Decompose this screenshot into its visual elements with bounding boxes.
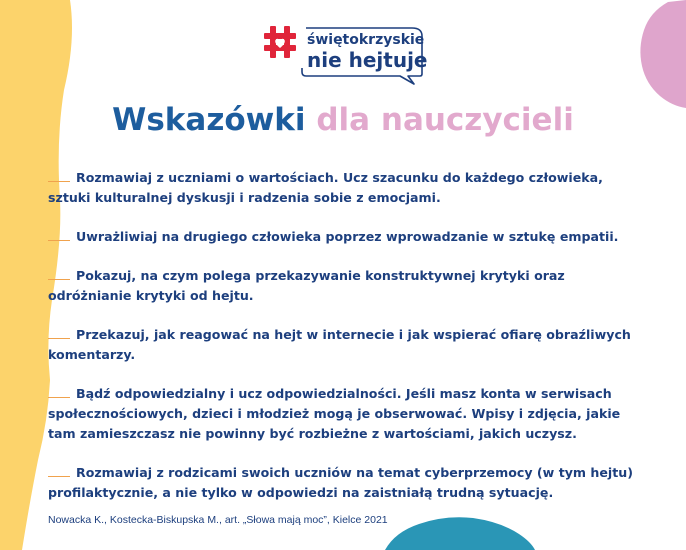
- tip-text: Bądź odpowiedzialny i ucz odpowiedzialności. Jeśli masz konta w serwisach społecznościowych, dzieci i młodzież mogą je obserwować. Wpisy i zdjęcia, jakie tam zamieszczasz nie powinny być rozbieżne z wartościami, jakich uczysz.: [48, 386, 621, 441]
- dash-marker: [48, 327, 70, 339]
- tip-item: [48, 266, 648, 306]
- dash-marker: [48, 170, 70, 182]
- dash-marker: [48, 268, 70, 280]
- pink-brush-shape: [636, 0, 686, 110]
- tip-item: [48, 463, 648, 503]
- dash-marker: [48, 465, 70, 477]
- tips-list: [48, 168, 648, 522]
- page-title: [0, 102, 686, 138]
- title-part1: Wskazówki: [112, 102, 306, 138]
- tip-text: Rozmawiaj z uczniami o wartościach. Ucz szacunku do każdego człowieka, sztuki kulturalnej dyskusji i radzenia sobie z emocjami.: [48, 170, 603, 205]
- dash-marker: [48, 229, 70, 241]
- tip-text: Przekazuj, jak reagować na hejt w internecie i jak wspierać ofiarę obraźliwych komentarzy.: [48, 327, 631, 362]
- title-part2: dla nauczycieli: [316, 102, 574, 138]
- logo: [262, 24, 430, 86]
- tip-item: [48, 384, 648, 444]
- tip-text: Pokazuj, na czym polega przekazywanie konstruktywnej krytyki oraz odróżnianie krytyki od hejtu.: [48, 268, 565, 303]
- tip-item: [48, 168, 648, 208]
- dash-marker: [48, 386, 70, 398]
- hashtag-heart-icon: [262, 24, 298, 60]
- tip-item: [48, 227, 648, 247]
- citation: Nowacka K., Kostecka-Biskupska M., art. „Słowa mają moc”, Kielce 2021: [48, 514, 388, 526]
- tip-text: Rozmawiaj z rodzicami swoich uczniów na temat cyberprzemocy (w tym hejtu) profilaktycznie, a nie tylko w odpowiedzi na zaistniałą trudną sytuację.: [48, 465, 633, 500]
- logo-line2: nie hejtuje: [307, 48, 428, 72]
- logo-line1: świętokrzyskie: [307, 32, 425, 48]
- tip-item: [48, 325, 648, 365]
- tip-text: Uwrażliwiaj na drugiego człowieka poprzez wprowadzanie w sztukę empatii.: [76, 229, 619, 244]
